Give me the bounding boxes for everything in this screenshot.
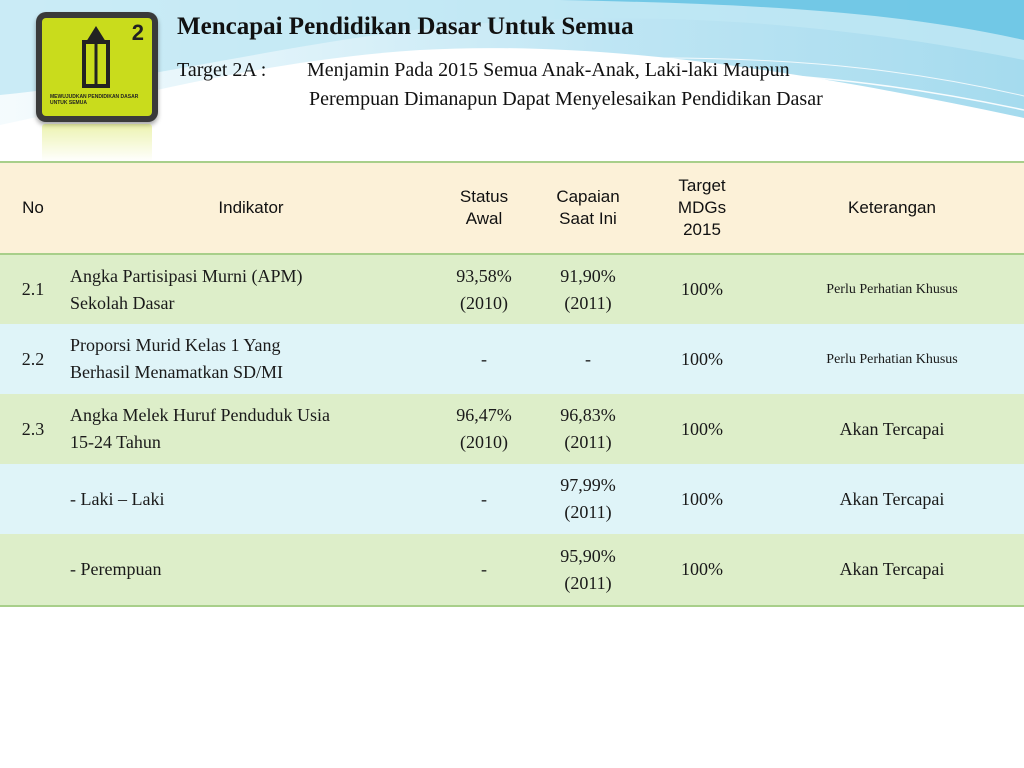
table-row bbox=[0, 254, 1024, 324]
header-indikator: Indikator bbox=[218, 198, 284, 217]
row-status-awal: - bbox=[481, 348, 487, 369]
row-keterangan: Akan Tercapai bbox=[839, 418, 945, 439]
row-status-awal: 96,47% (2010) bbox=[456, 405, 512, 452]
mdg-goal-2-logo bbox=[36, 12, 158, 162]
table-header-row bbox=[0, 162, 1024, 254]
table-row bbox=[0, 534, 1024, 606]
goal-number: 2 bbox=[131, 20, 144, 45]
target-line-2: Perempuan Dimanapun Dapat Menyelesaikan Pendidikan Dasar bbox=[309, 88, 823, 110]
header-target: Target MDGs 2015 bbox=[677, 176, 727, 239]
row-capaian: - bbox=[585, 348, 591, 369]
mdg-indicator-table bbox=[0, 161, 1024, 607]
row-no: 2.2 bbox=[21, 348, 45, 369]
row-no: 2.3 bbox=[21, 418, 45, 439]
table-row bbox=[0, 464, 1024, 534]
row-keterangan: Akan Tercapai bbox=[839, 488, 945, 509]
pencil-icon bbox=[66, 24, 126, 90]
row-status-awal: - bbox=[481, 488, 487, 509]
row-target: 100% bbox=[681, 348, 723, 369]
row-no: 2.1 bbox=[21, 279, 45, 299]
header-status-awal: Status Awal bbox=[459, 187, 509, 228]
logo-frame bbox=[36, 12, 158, 122]
row-no bbox=[0, 464, 66, 534]
logo-caption: MEWUJUDKAN PENDIDIKAN DASAR UNTUK SEMUA bbox=[50, 94, 139, 106]
row-capaian: 97,99% (2011) bbox=[560, 475, 616, 522]
row-target: 100% bbox=[681, 559, 723, 579]
row-keterangan: Perlu Perhatian Khusus bbox=[826, 351, 958, 367]
target-label: Target 2A : bbox=[177, 59, 267, 81]
row-capaian: 91,90% (2011) bbox=[560, 265, 616, 313]
row-indikator: - Perempuan bbox=[70, 559, 162, 579]
target-line-1 bbox=[177, 56, 823, 85]
row-capaian: 96,83% (2011) bbox=[560, 405, 616, 452]
row-keterangan: Perlu Perhatian Khusus bbox=[826, 282, 958, 297]
row-indikator: Angka Partisipasi Murni (APM) Sekolah Dasar bbox=[70, 265, 303, 313]
row-keterangan: Akan Tercapai bbox=[839, 559, 945, 579]
table-row bbox=[0, 324, 1024, 394]
row-no bbox=[0, 534, 66, 606]
row-status-awal: 93,58% (2010) bbox=[456, 265, 512, 313]
header-no: No bbox=[22, 198, 44, 217]
row-indikator: - Laki – Laki bbox=[70, 488, 165, 509]
logo-reflection bbox=[42, 124, 152, 162]
row-capaian: 95,90% (2011) bbox=[560, 545, 616, 593]
table-row bbox=[0, 394, 1024, 464]
header-capaian: Capaian Saat Ini bbox=[556, 187, 620, 228]
header-keterangan: Keterangan bbox=[848, 198, 936, 217]
row-indikator: Angka Melek Huruf Penduduk Usia 15-24 Tahun bbox=[70, 405, 330, 452]
target-statement bbox=[177, 56, 823, 114]
row-status-awal: - bbox=[481, 559, 487, 579]
row-target: 100% bbox=[681, 279, 723, 299]
logo-tile bbox=[42, 18, 152, 116]
row-target: 100% bbox=[681, 418, 723, 439]
page-title: Mencapai Pendidikan Dasar Untuk Semua bbox=[177, 13, 634, 40]
row-target: 100% bbox=[681, 488, 723, 509]
target-text-1: Menjamin Pada 2015 Semua Anak-Anak, Laki-laki Maupun bbox=[307, 59, 790, 81]
row-indikator: Proporsi Murid Kelas 1 Yang Berhasil Menamatkan SD/MI bbox=[70, 335, 283, 382]
